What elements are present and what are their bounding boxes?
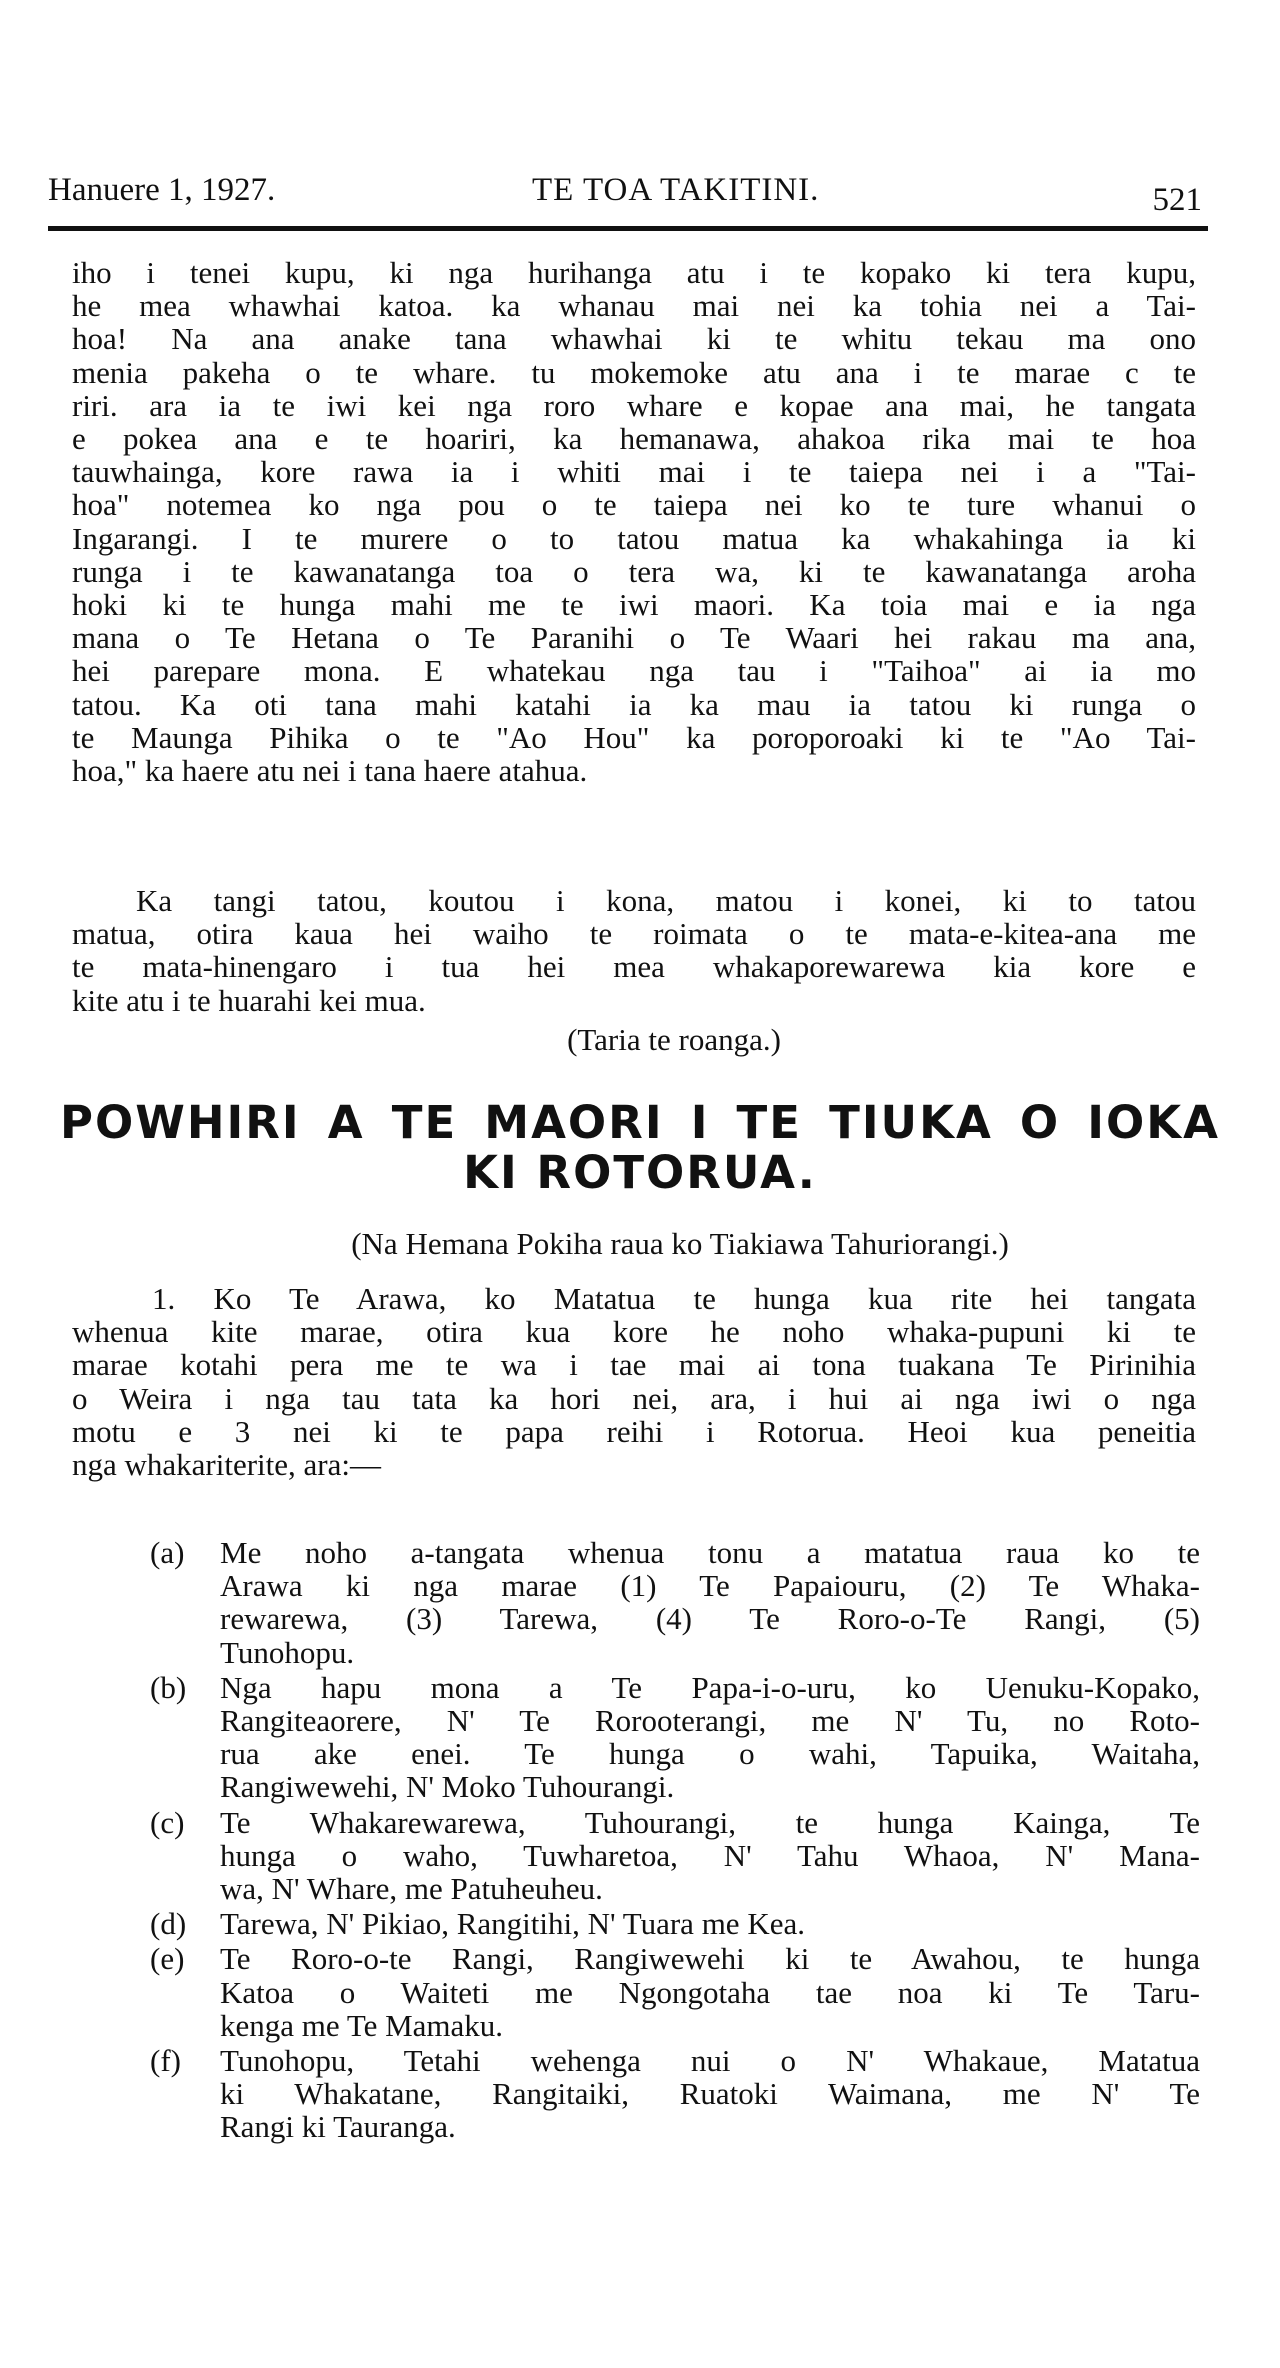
- text-line: Ka tangi tatou, koutou i kona, matou i konei, ki to tatou: [136, 883, 1196, 918]
- text-line: runga i te kawanatanga toa o tera wa, ki te kawanatanga aroha: [72, 553, 1196, 589]
- text-line: motu e 3 nei ki te papa reihi i Rotorua. Heoi kua peneitia: [72, 1413, 1196, 1449]
- text-line: hoa! Na ana anake tana whawhai ki te whitu tekau ma ono: [72, 321, 1196, 357]
- header-date: Hanuere 1, 1927.: [48, 172, 276, 208]
- list-item-line: Tunohopu, Tetahi wehenga nui o N' Whakaue, Matatua: [220, 2043, 1200, 2079]
- list-item-marker: (f): [150, 2043, 181, 2079]
- list-item-line: kenga me Te Mamaku.: [220, 2007, 504, 2043]
- page-header: [48, 168, 1208, 218]
- list-item-marker: (b): [150, 1669, 187, 1705]
- byline-text: (Na Hemana Pokiha raua ko Tiakiawa Tahuriorangi.): [351, 1226, 1009, 1261]
- article2-headline: [60, 1098, 1220, 1198]
- list-item-line: ki Whakatane, Rangitaiki, Ruatoki Waimana, me N' Te: [220, 2076, 1200, 2112]
- list-item: [150, 1942, 1200, 2042]
- list-item-line: Tunohopu.: [220, 1634, 355, 1670]
- text-line: hoki ki te hunga mahi me te iwi maori. Ka toia mai e ia nga: [72, 587, 1196, 623]
- list-item: [150, 1907, 1200, 1940]
- list-item: [150, 1536, 1200, 1669]
- list-item-marker: (e): [150, 1941, 185, 1977]
- arrangements-list: [150, 1536, 1200, 2144]
- list-item-line: Rangi ki Tauranga.: [220, 2109, 456, 2145]
- list-item-marker: (c): [150, 1804, 185, 1840]
- text-line: 1. Ko Te Arawa, ko Matatua te hunga kua rite hei tangata: [152, 1281, 1196, 1316]
- list-item-line: hunga o waho, Tuwharetoa, N' Tahu Whaoa, N' Mana-: [220, 1837, 1200, 1873]
- text-line: nga whakariterite, ara:—: [72, 1447, 381, 1483]
- list-item-line: Rangiwewehi, N' Moko Tuhourangi.: [220, 1769, 675, 1805]
- text-line: o Weira i nga tau tata ka hori nei, ara, i hui ai nga iwi o nga: [72, 1380, 1196, 1416]
- text-line: hoa," ka haere atu nei i tana haere atahua.: [72, 753, 588, 789]
- list-item-line: Te Roro-o-te Rangi, Rangiwewehi ki te Awahou, te hunga: [220, 1941, 1200, 1977]
- text-line: hei parepare mona. E whatekau nga tau i "Taihoa" ai ia mo: [72, 653, 1196, 689]
- list-item-line: Rangiteaorere, N' Te Rorooterangi, me N' Tu, no Roto-: [220, 1703, 1200, 1739]
- text-line: menia pakeha o te whare. tu mokemoke atu ana i te marae c te: [72, 354, 1196, 390]
- list-item-line: Te Whakarewarewa, Tuhourangi, te hunga Kainga, Te: [220, 1804, 1200, 1840]
- publication-title: TE TOA TAKITINI.: [532, 172, 820, 208]
- text-line: Ingarangi. I te murere o to tatou matua ka whakahinga ia ki: [72, 520, 1196, 556]
- text-line: iho i tenei kupu, ki nga hurihanga atu i te kopako ki tera kupu,: [72, 255, 1196, 290]
- list-item: [150, 2044, 1200, 2144]
- page-number: 521: [1152, 182, 1202, 218]
- list-item-marker: (d): [150, 1906, 187, 1942]
- text-line: tatou. Ka oti tana mahi katahi ia ka mau ia tatou ki runga o: [72, 686, 1196, 722]
- list-item-line: Arawa ki nga marae (1) Te Papaiouru, (2) Te Whaka-: [220, 1568, 1200, 1604]
- continued-note: [0, 1022, 1280, 1058]
- text-line: mana o Te Hetana o Te Paranihi o Te Waari hei rakau ma ana,: [72, 620, 1196, 656]
- text-line: he mea whawhai katoa. ka whanau mai nei ka tohia nei a Tai-: [72, 288, 1196, 324]
- list-item-line: Katoa o Waiteti me Ngongotaha tae noa ki Te Taru-: [220, 1974, 1200, 2010]
- header-rule: [48, 226, 1208, 231]
- text-line: marae kotahi pera me te wa i tae mai ai tona tuakana Te Pirinihia: [72, 1347, 1196, 1383]
- text-line: te Maunga Pihika o te "Ao Hou" ka poroporoaki ki te "Ao Tai-: [72, 719, 1196, 755]
- article1-paragraph2: [72, 884, 1196, 1017]
- continued-note-text: (Taria te roanga.): [567, 1022, 781, 1057]
- text-line: whenua kite marae, otira kua kore he noho whaka-pupuni ki te: [72, 1314, 1196, 1350]
- list-item-line: wa, N' Whare, me Patuheuheu.: [220, 1871, 603, 1907]
- list-item-line: rua ake enei. Te hunga o wahi, Tapuika, Waitaha,: [220, 1736, 1200, 1772]
- article2-byline: [0, 1226, 1280, 1262]
- list-item-line: Tarewa, N' Pikiao, Rangitihi, N' Tuara me Kea.: [220, 1906, 805, 1942]
- text-line: kite atu i te huarahi kei mua.: [72, 982, 426, 1018]
- text-line: te mata-hinengaro i tua hei mea whakaporewarewa kia kore e: [72, 949, 1196, 985]
- text-line: riri. ara ia te iwi kei nga roro whare e kopae ana mai, he tangata: [72, 387, 1196, 423]
- headline-line-1: POWHIRI A TE MAORI I TE TIUKA O IOKA: [60, 1096, 1220, 1149]
- list-item: [150, 1671, 1200, 1804]
- text-line: matua, otira kaua hei waiho te roimata o te mata-e-kitea-ana me: [72, 916, 1196, 952]
- list-item-marker: (a): [150, 1535, 185, 1570]
- article1-paragraph1: [72, 256, 1196, 787]
- list-item-line: rewarewa, (3) Tarewa, (4) Te Roro-o-Te Rangi, (5): [220, 1601, 1200, 1637]
- text-line: tauwhainga, kore rawa ia i whiti mai i te taiepa nei i a "Tai-: [72, 454, 1196, 490]
- list-item-line: Me noho a-tangata whenua tonu a matatua raua ko te: [220, 1535, 1200, 1570]
- list-item-line: Nga hapu mona a Te Papa-i-o-uru, ko Uenuku-Kopako,: [220, 1669, 1200, 1705]
- text-line: hoa" notemea ko nga pou o te taiepa nei ko te ture whanui o: [72, 487, 1196, 523]
- headline-line-2: KI ROTORUA.: [463, 1146, 817, 1199]
- article2-paragraph: [72, 1282, 1196, 1481]
- list-item: [150, 1806, 1200, 1906]
- text-line: e pokea ana e te hoariri, ka hemanawa, ahakoa rika mai te hoa: [72, 421, 1196, 457]
